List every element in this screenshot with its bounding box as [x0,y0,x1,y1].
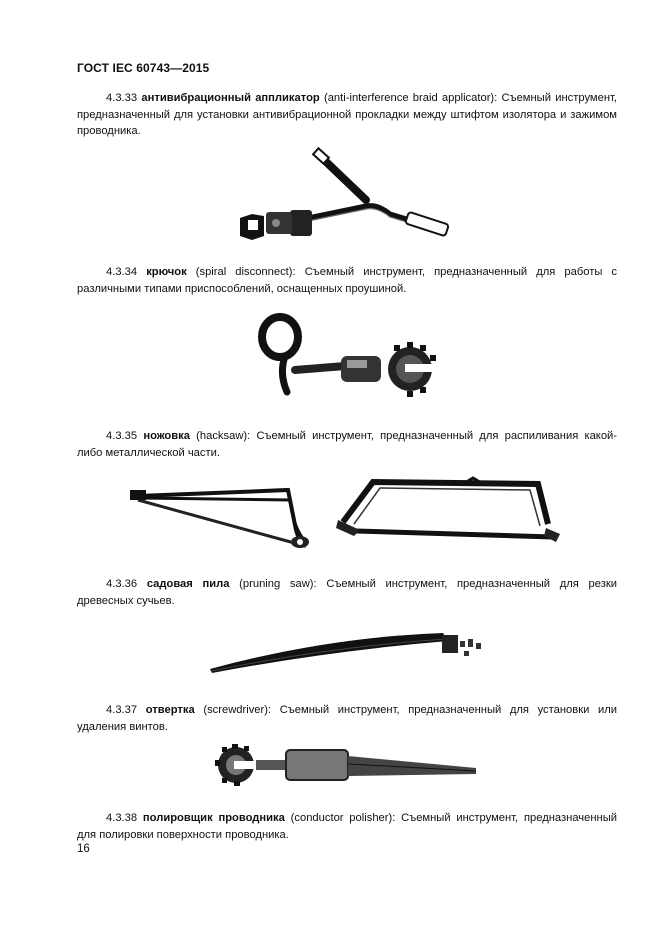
hacksaw-icon [128,474,568,564]
section-english: (anti-interference braid applicator): [323,92,498,104]
section-definition: Съемный инструмент, предназначенный для установки антивибрационной прокладки между штифтом изолятора и зажимом проводника. [77,92,618,137]
section-term: антивибрационный аппликатор [141,92,320,104]
page-number: 16 [77,843,90,855]
section-4-3-33 [77,90,617,140]
section-4-3-36 [77,576,617,609]
section-number: 4.3.34 [106,266,138,278]
spiral-hook-figure [255,312,440,402]
section-number: 4.3.37 [106,704,138,716]
section-english: (conductor polisher): [290,812,396,824]
section-english: (spiral disconnect): [195,266,296,278]
screwdriver-figure [214,744,479,786]
hacksaw-figure [128,474,568,564]
section-definition: Съемный инструмент, предназначенный для резки древесных сучьев. [77,578,618,607]
section-term: полировщик проводника [142,812,285,824]
section-number: 4.3.36 [106,578,138,590]
section-english: (screwdriver): [203,704,272,716]
section-4-3-35 [77,428,617,461]
pruning-saw-icon [208,625,488,675]
section-number: 4.3.33 [106,92,138,104]
braid-applicator-figure [238,150,463,245]
section-term: садовая пила [146,578,230,590]
spiral-hook-icon [255,312,440,402]
section-english: (pruning saw): [239,578,317,590]
section-definition: Съемный инструмент, предназначенный для распиливания какой-либо металлической части. [77,430,618,459]
section-definition: Съемный инструмент, предназначенный для полировки поверхности проводника. [77,812,617,841]
pruning-saw-figure [208,625,488,675]
section-term: отвертка [145,704,195,716]
section-number: 4.3.38 [106,812,138,824]
section-definition: Съемный инструмент, предназначенный для установки или удаления винтов. [77,704,618,733]
section-4-3-34 [77,264,617,297]
section-definition: Съемный инструмент, предназначенный для работы с различными типами приспособлений, оснащенных проушиной. [77,266,618,295]
section-english: (hacksaw): [196,430,251,442]
document-header: ГОСТ IEC 60743—2015 [77,61,210,75]
section-term: крючок [146,266,187,278]
section-term: ножовка [143,430,190,442]
section-4-3-38 [77,810,617,843]
section-number: 4.3.35 [106,430,138,442]
screwdriver-icon [214,744,479,786]
section-4-3-37 [77,702,617,735]
braid-applicator-icon [238,150,463,245]
